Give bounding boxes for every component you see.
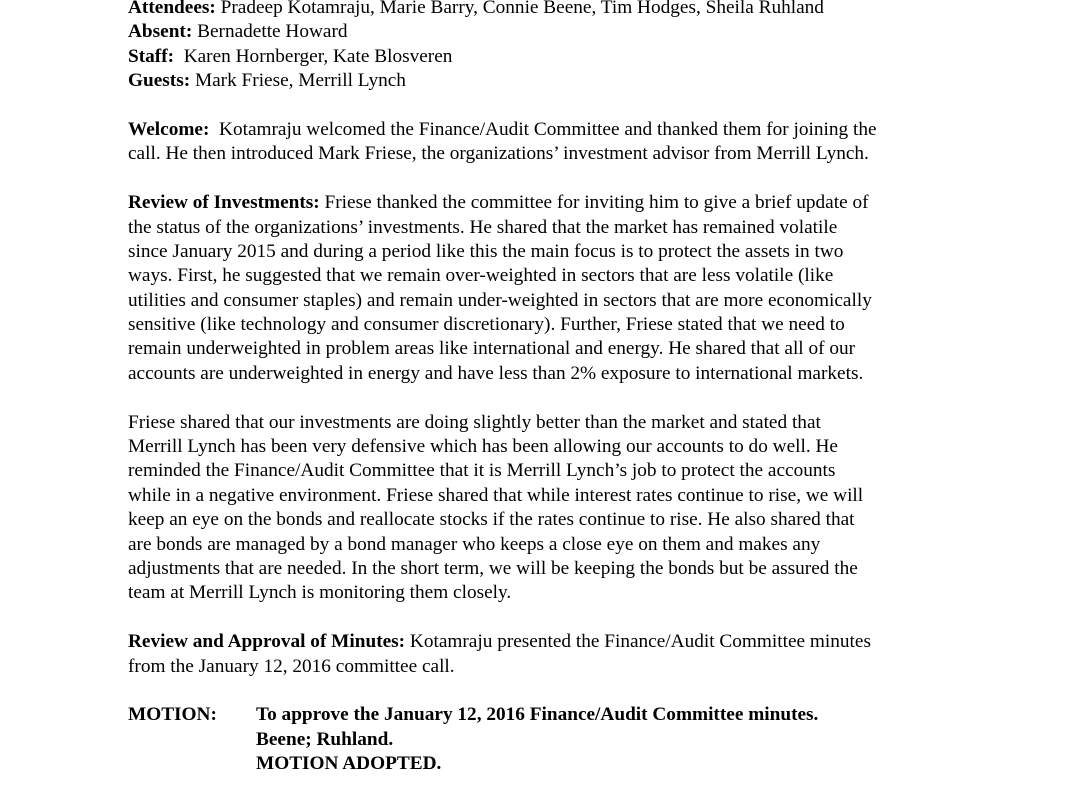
staff-line xyxy=(128,45,978,69)
investments2-line: Merrill Lynch has been very defensive which has been allowing our accounts to do well. He xyxy=(128,436,838,458)
investments2-line: Friese shared that our investments are doing slightly better than the market and stated that xyxy=(128,411,821,433)
minutes-label: Review and Approval of Minutes: xyxy=(128,631,406,653)
welcome-line: call. He then introduced Mark Friese, the organizations’ investment advisor from Merrill Lynch. xyxy=(128,143,869,165)
welcome-label: Welcome: xyxy=(128,118,210,140)
motion-label-spacer xyxy=(128,752,256,776)
attendees-label: Attendees: xyxy=(128,0,216,18)
guests-line xyxy=(128,69,978,93)
investments-line: ways. First, he suggested that we remain over-weighted in sectors that are less volatile (like xyxy=(128,265,834,287)
investments-line: utilities and consumer staples) and remain under-weighted in sectors that are more economically xyxy=(128,289,872,311)
welcome-line xyxy=(128,118,978,142)
attendees-value: Pradeep Kotamraju, Marie Barry, Connie Beene, Tim Hodges, Sheila Ruhland xyxy=(215,0,824,18)
spacer xyxy=(128,94,978,118)
motion-row xyxy=(128,703,978,727)
investments-line: remain underweighted in problem areas like international and energy. He shared that all of our xyxy=(128,338,856,360)
investments-line: the status of the organizations’ investments. He shared that the market has remained volatile xyxy=(128,216,838,238)
absent-label: Absent: xyxy=(128,21,193,43)
minutes-line: from the January 12, 2016 committee call. xyxy=(128,655,455,677)
investments2-line: reminded the Finance/Audit Committee that it is Merrill Lynch’s job to protect the accounts xyxy=(128,460,836,482)
minutes-line xyxy=(128,630,978,654)
investments-line: sensitive (like technology and consumer discretionary). Further, Friese stated that we need to xyxy=(128,314,845,336)
motion-text: To approve the January 12, 2016 Finance/Audit Committee minutes. xyxy=(256,704,819,726)
motion-row xyxy=(128,728,978,752)
guests-label: Guests: xyxy=(128,70,191,92)
investments-label: Review of Investments: xyxy=(128,192,320,214)
absent-value: Bernadette Howard xyxy=(192,21,348,43)
investments2-line: adjustments that are needed. In the short term, we will be keeping the bonds but be assured the xyxy=(128,557,858,579)
motion-result: MOTION ADOPTED. xyxy=(256,753,442,775)
investments-line: accounts are underweighted in energy and have less than 2% exposure to international markets. xyxy=(128,362,864,384)
spacer xyxy=(128,679,978,703)
investments-line xyxy=(128,191,978,215)
staff-value: Karen Hornberger, Kate Blosveren xyxy=(174,45,453,67)
spacer xyxy=(128,386,978,410)
minutes-document xyxy=(128,0,978,777)
investments2-line: while in a negative environment. Friese shared that while interest rates continue to rise, we will xyxy=(128,484,864,506)
spacer xyxy=(128,167,978,191)
motion-row xyxy=(128,752,978,776)
investments2-line: keep an eye on the bonds and reallocate stocks if the rates continue to rise. He also shared that xyxy=(128,509,855,531)
welcome-text: Kotamraju welcomed the Finance/Audit Committee and thanked them for joining the xyxy=(209,118,877,140)
staff-label: Staff: xyxy=(128,45,175,67)
motion-seconded: Beene; Ruhland. xyxy=(256,728,394,750)
absent-line xyxy=(128,20,978,44)
spacer xyxy=(128,606,978,630)
investments-text: Friese thanked the committee for inviting him to give a brief update of xyxy=(319,192,869,214)
investments-line: since January 2015 and during a period like this the main focus is to protect the assets in two xyxy=(128,240,844,262)
investments2-line: team at Merrill Lynch is monitoring them closely. xyxy=(128,582,512,604)
investments2-line: are bonds are managed by a bond manager who keeps a close eye on them and makes any xyxy=(128,533,821,555)
motion-label: MOTION: xyxy=(128,704,217,726)
guests-value: Mark Friese, Merrill Lynch xyxy=(190,70,406,92)
attendees-line xyxy=(128,0,978,20)
motion-label-spacer xyxy=(128,728,256,752)
minutes-text: Kotamraju presented the Finance/Audit Committee minutes xyxy=(405,631,871,653)
